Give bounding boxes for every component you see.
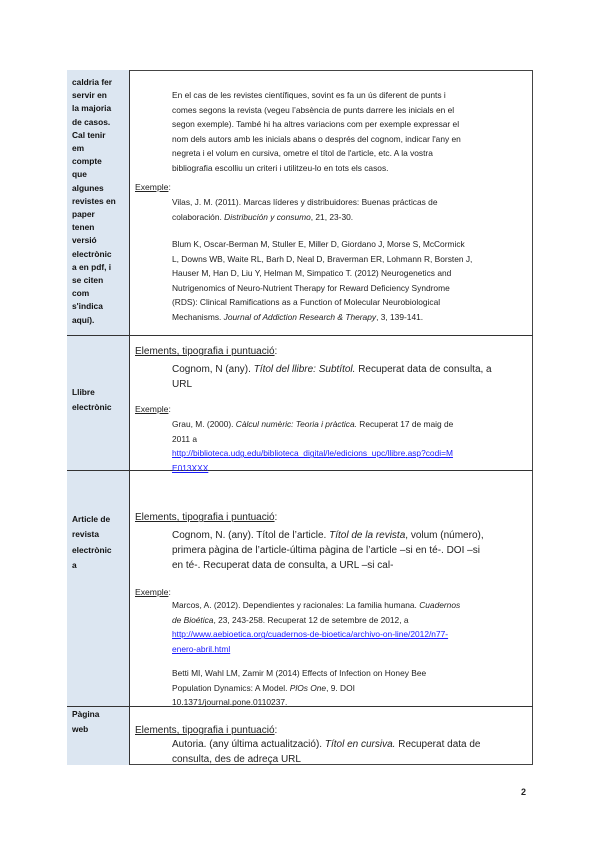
label-line: compte: [72, 156, 102, 167]
text-segment: Population Dynamics: A Model.: [172, 682, 290, 693]
label-line: com: [72, 288, 90, 299]
label-line: electrònic: [72, 544, 112, 555]
label-line: Pàgina: [72, 709, 100, 719]
text-segment: , 9. DOI: [326, 682, 355, 693]
text-segment: Cognom, N (any).: [172, 364, 254, 375]
label-line: se citen: [72, 275, 104, 286]
text-segment: 10.1371/journal.pone.0110237.: [172, 697, 288, 708]
label-line: servir en: [72, 90, 107, 101]
text-segment: Vilas, J. M. (2011). Marcas líderes y distribuidores: Buenas prácticas de: [172, 197, 438, 207]
text-segment: Hauser M, Han D, Liu Y, Helman M, Simpatico T. (2012) Neurogenetics and: [172, 268, 452, 279]
text-line: [172, 666, 426, 681]
text-segment: Marcos, A. (2012). Dependientes y racionales: La familia humana.: [172, 600, 420, 610]
heading-label: Exemple: [135, 587, 169, 597]
text-line: [172, 237, 472, 252]
row-ebook-label: [72, 385, 112, 416]
reference-text: [172, 666, 426, 710]
example-heading: [135, 182, 171, 192]
text-line: [172, 310, 472, 325]
label-line: revistes en: [72, 195, 116, 206]
text-line: [172, 642, 460, 657]
label-line: em: [72, 143, 85, 154]
text-segment: URL: [172, 379, 193, 390]
text-segment: Betti MI, Wahl LM, Zamir M (2014) Effects of Infection on Honey Bee: [172, 668, 427, 678]
text-segment: Títol en cursiva.: [324, 739, 396, 750]
text-segment: En el cas de les revistes científiques, sovint es fa un ús diferent de punts i: [172, 90, 446, 100]
text-segment: :: [168, 587, 171, 597]
text-segment: , 23, 243-258. Recuperat 12 de setembre de 2012, a: [213, 614, 409, 625]
label-line: web: [72, 724, 89, 735]
row-web-page-label: [72, 707, 99, 738]
reference-text: [172, 362, 492, 392]
text-segment: Autoria. (any última actualització).: [172, 739, 325, 750]
reference-text: [172, 237, 472, 325]
text-segment: :: [274, 346, 278, 357]
page-number: 2: [521, 787, 527, 797]
text-line: [172, 737, 481, 752]
row-electronic-journal-article-label-cell: [67, 470, 130, 706]
reference-text: [172, 88, 461, 176]
label-line: Article de: [72, 514, 111, 524]
text-segment: Grau, M. (2000).: [172, 419, 236, 429]
text-segment: Cuadernos: [419, 600, 461, 610]
text-segment: :: [274, 725, 278, 736]
text-line: [172, 752, 481, 767]
text-segment: comes segons la revista (vegeu l’absència de punts darrere les inicials en el: [172, 104, 455, 115]
reference-text: [172, 737, 481, 767]
text-segment: 2011 a: [172, 433, 197, 444]
text-line: [172, 627, 460, 642]
label-line: tenen: [72, 222, 95, 233]
text-segment: Recuperat data de consulta, a: [355, 364, 492, 375]
text-line: [172, 461, 453, 476]
text-segment: :: [168, 182, 171, 192]
text-segment: :: [274, 512, 278, 523]
heading-label: Exemple: [135, 404, 169, 414]
text-segment: negreta i el volum en cursiva, ometre el títol de l'article, etc. A la vostra: [172, 148, 433, 159]
label-line: de casos.: [72, 116, 111, 127]
label-line: a: [72, 560, 77, 571]
text-line: [135, 404, 171, 414]
text-segment: de Bioética: [172, 614, 214, 625]
text-segment: Recuperat 17 de maig de: [356, 419, 454, 429]
text-segment: colaboración.: [172, 211, 225, 222]
url-link[interactable]: http://www.aebioetica.org/cuadernos-de-bioetica/archivo-on-line/2012/n77-: [172, 629, 449, 640]
label-line: versió: [72, 235, 97, 246]
reference-text: [172, 528, 484, 573]
url-link[interactable]: E013XXX: [172, 462, 209, 473]
text-line: [172, 598, 460, 613]
text-line: [172, 161, 461, 176]
text-line: [172, 417, 453, 432]
text-segment: PlOs One: [289, 682, 327, 693]
text-line: [172, 295, 472, 310]
text-segment: bibliografia escolliu un criteri i utilitzeu-lo en tots els casos.: [172, 162, 389, 173]
text-line: [172, 446, 453, 461]
url-link[interactable]: enero-abril.html: [172, 643, 231, 654]
section-heading: [135, 725, 277, 736]
text-segment: primera pàgina de l’article-última pàgina de l’article –si en té-. DOI –si: [172, 545, 480, 556]
text-segment: en té-. Recuperat data de consulta, a URL –si cal-: [172, 560, 394, 571]
label-line: revista: [72, 529, 100, 540]
text-line: [172, 681, 426, 696]
section-heading: [135, 512, 277, 523]
text-segment: segon exemple). També hi ha altres variacions com per exemple expressar el: [172, 119, 460, 130]
text-segment: consulta, des de adreça URL: [172, 754, 301, 765]
label-line: paper: [72, 209, 95, 220]
label-line: aquí).: [72, 314, 95, 325]
text-line: [172, 558, 484, 573]
heading-label: Elements, tipografia i puntuació: [135, 346, 275, 357]
text-segment: , 21, 23-30.: [310, 211, 354, 222]
text-line: [135, 725, 277, 736]
text-segment: (RDS): Clinical Ramifications as a Function of Molecular Neurobiological: [172, 297, 441, 308]
text-segment: nom dels autors amb les inicials abans o després del cognom, indicar l'any en: [172, 133, 461, 144]
text-line: [172, 377, 492, 392]
text-line: [172, 613, 460, 628]
text-segment: , volum (número),: [405, 530, 484, 541]
text-segment: Distribución y consumo: [224, 211, 311, 222]
heading-label: Elements, tipografia i puntuació: [135, 512, 275, 523]
text-line: [172, 195, 437, 210]
label-line: electrònic: [72, 402, 112, 413]
text-line: [135, 587, 171, 597]
text-line: [172, 132, 461, 147]
text-segment: , 3, 139-141.: [376, 311, 424, 322]
label-line: s'indica: [72, 301, 103, 312]
label-line: algunes: [72, 182, 104, 193]
text-line: [172, 528, 484, 543]
label-line: Cal tenir: [72, 129, 106, 140]
text-segment: Càlcul numèric: Teoria i pràctica.: [235, 419, 357, 429]
text-line: [172, 210, 437, 225]
text-line: [172, 252, 472, 267]
text-segment: Nutrigenomics of Neuro-Nutrient Therapy for Reward Deficiency Syndrome: [172, 282, 450, 293]
text-line: [135, 512, 277, 523]
text-line: [172, 146, 461, 161]
label-line: que: [72, 169, 87, 180]
row-electronic-journal-article-label: [72, 512, 112, 574]
text-segment: Cognom, N. (any). Títol de l’article.: [172, 530, 330, 541]
text-segment: Mechanisms.: [172, 311, 224, 322]
reference-text: [172, 195, 437, 224]
text-line: [135, 182, 171, 192]
section-heading: [135, 346, 277, 357]
text-line: [172, 103, 461, 118]
text-line: [172, 88, 461, 103]
text-segment: L, Downs WB, Waite RL, Barh D, Neal D, Braverman ER, Lohmann R, Borsten J,: [172, 253, 473, 264]
text-line: [172, 117, 461, 132]
label-line: caldria fer: [72, 77, 113, 87]
url-link[interactable]: http://biblioteca.udg.edu/biblioteca_digital/le/edicions_upc/llibre.asp?codi=M: [172, 448, 453, 459]
reference-text: [172, 598, 460, 656]
label-line: Llibre: [72, 387, 95, 397]
text-line: [172, 362, 492, 377]
label-line: a en pdf, i: [72, 261, 112, 272]
text-line: [172, 543, 484, 558]
text-line: [135, 346, 277, 357]
text-line: [172, 281, 472, 296]
text-line: [172, 266, 472, 281]
label-line: electrònic: [72, 248, 112, 259]
text-segment: :: [168, 404, 171, 414]
text-segment: Recuperat data de: [395, 739, 481, 750]
text-segment: Títol de la revista: [329, 530, 406, 541]
label-line: la majoria: [72, 103, 112, 114]
text-segment: Blum K, Oscar-Berman M, Stuller E, Miller D, Giordano J, Morse S, McCormick: [172, 239, 465, 249]
example-heading: [135, 587, 171, 597]
example-heading: [135, 404, 171, 414]
text-line: [172, 695, 426, 710]
reference-text: [172, 417, 453, 475]
heading-label: Exemple: [135, 182, 169, 192]
text-line: [172, 432, 453, 447]
row-journal-article-label: [72, 76, 116, 327]
heading-label: Elements, tipografia i puntuació: [135, 725, 275, 736]
row-divider: [67, 335, 533, 336]
text-segment: Títol del llibre: Subtítol.: [253, 364, 356, 375]
text-segment: Journal of Addiction Research & Therapy: [223, 311, 377, 322]
